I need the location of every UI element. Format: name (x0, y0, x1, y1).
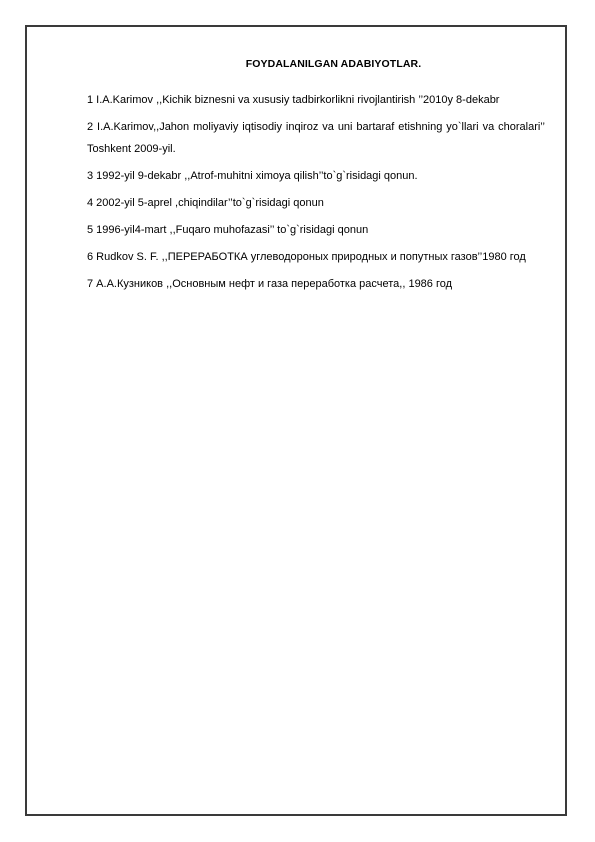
reference-item-3: 3 1992-yil 9-dekabr ,,Atrof-muhitni ximoya qilish’’to`g`risidagi qonun. (87, 170, 418, 182)
reference-item-5: 5 1996-yil4-mart ,,Fuqaro muhofazasi’’ to`g`risidagi qonun (87, 224, 369, 236)
reference-item-7: 7 А.А.Кузников ,,Основным нефт и газа переработка расчета,, 1986 год (87, 278, 453, 290)
reference-item-2: 2 I.A.Karimov,,Jahon moliyaviy iqtisodiy inqiroz va uni bartaraf etishning yo`llari va choralari’’ Toshkent 2009-yil. (87, 121, 545, 155)
document-body (87, 57, 545, 300)
reference-item-4: 4 2002-yil 5-aprel ,chiqindilar’’to`g`risidagi qonun (87, 197, 324, 209)
reference-item-6: 6 Rudkov S. F. ,,ПЕРЕРАБОТКА углеводороных природных и попутных газов’’1980 год (87, 251, 526, 263)
page-title: FOYDALANILGAN ADABIYOTLAR. (245, 58, 422, 70)
reference-item-1: 1 I.A.Karimov ,,Kichik biznesni va xususiy tadbirkorlikni rivojlantirish ’’2010y 8-dekabr (87, 94, 500, 106)
